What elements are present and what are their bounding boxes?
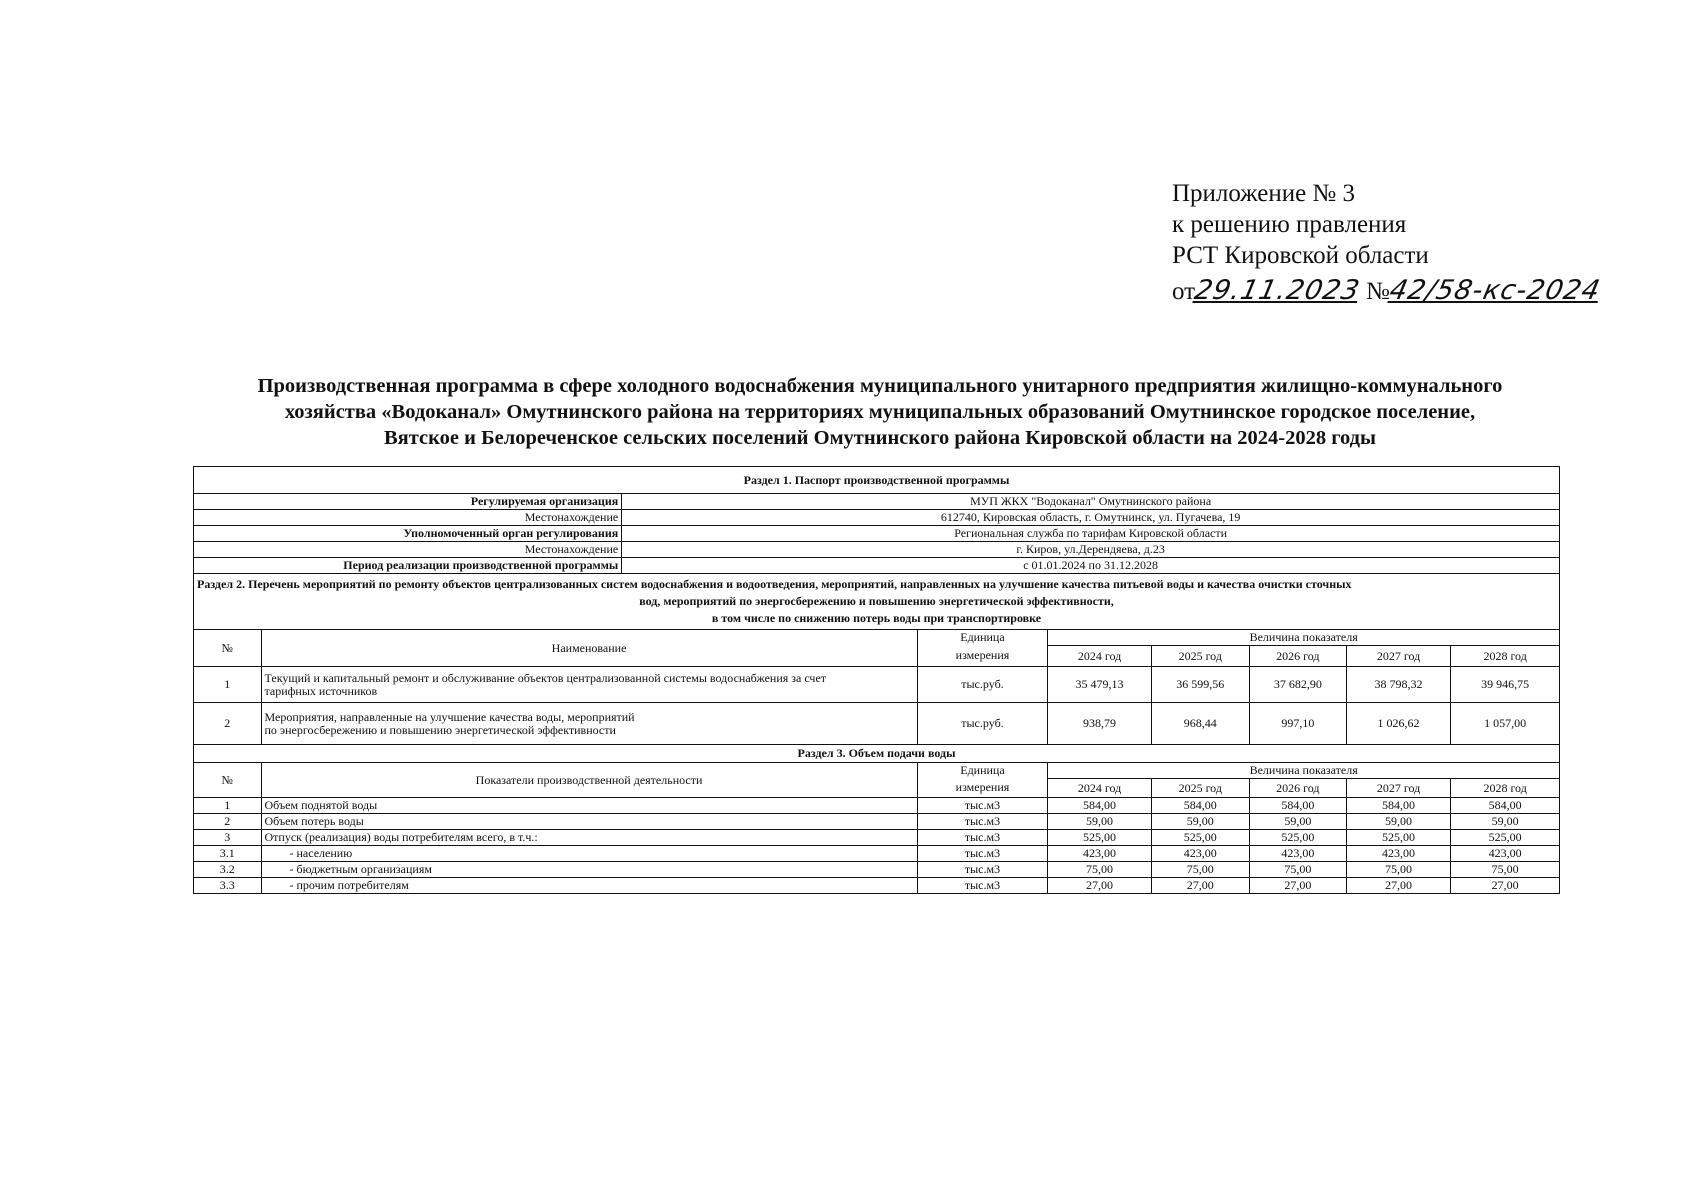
row-unit: тыс.м3 — [917, 798, 1048, 814]
section2-header-line-2: вод, мероприятий по энергосбережению и повышению энергетической эффективности, — [639, 594, 1114, 608]
production-program-table — [193, 466, 1560, 894]
row-value-2026: 525,00 — [1249, 830, 1346, 846]
year-2025: 2025 год — [1151, 779, 1249, 798]
col-name: Показатели производственной деятельности — [261, 763, 917, 798]
col-value: Величина показателя — [1048, 630, 1560, 646]
row-value-2025: 968,44 — [1151, 703, 1249, 745]
row-value-2026: 997,10 — [1249, 703, 1346, 745]
section2-header — [194, 574, 1560, 630]
row-no: 2 — [194, 814, 262, 830]
row-name: Объем поднятой воды — [261, 798, 917, 814]
row-value-2025: 27,00 — [1151, 878, 1249, 894]
passport-label: Местонахождение — [194, 542, 622, 558]
col-unit-1: Единица — [917, 630, 1048, 646]
appendix-decision: к решению правления — [1172, 211, 1407, 238]
section3-header-row — [194, 745, 1560, 763]
row-name: Отпуск (реализация) воды потребителям всего, в т.ч.: — [261, 830, 917, 846]
passport-label: Уполномоченный орган регулирования — [194, 526, 622, 542]
row-value-2027: 1 026,62 — [1346, 703, 1450, 745]
row-value-2024: 59,00 — [1048, 814, 1151, 830]
year-2026: 2026 год — [1249, 646, 1346, 667]
row-value-2025: 75,00 — [1151, 862, 1249, 878]
year-2027: 2027 год — [1346, 646, 1450, 667]
appendix-date-line — [1172, 275, 1604, 307]
row-value-2028: 75,00 — [1451, 862, 1560, 878]
row-value-2025: 423,00 — [1151, 846, 1249, 862]
section3-row — [194, 814, 1560, 830]
col-unit-2: измерения — [917, 779, 1048, 798]
col-value: Величина показателя — [1048, 763, 1560, 779]
row-unit: тыс.руб. — [917, 667, 1048, 703]
row-value-2028: 584,00 — [1451, 798, 1560, 814]
section2-colhead-row — [194, 630, 1560, 646]
section3-row — [194, 846, 1560, 862]
row-unit: тыс.м3 — [917, 846, 1048, 862]
col-no: № — [194, 763, 262, 798]
col-no: № — [194, 630, 262, 667]
passport-row — [194, 510, 1560, 526]
title-line-3: Вятское и Белореченское сельских поселений Омутнинского района Кировской области на 2024-2028 годы — [383, 427, 1377, 449]
section3-header: Раздел 3. Объем подачи воды — [194, 745, 1560, 763]
appendix-authority: РСТ Кировской области — [1172, 242, 1429, 269]
row-value-2025: 59,00 — [1151, 814, 1249, 830]
row-unit: тыс.м3 — [917, 878, 1048, 894]
passport-row — [194, 526, 1560, 542]
row-value-2024: 75,00 — [1048, 862, 1151, 878]
passport-label: Местонахождение — [194, 510, 622, 526]
year-2028: 2028 год — [1451, 779, 1560, 798]
section2-row — [194, 667, 1560, 703]
row-value-2028: 525,00 — [1451, 830, 1560, 846]
passport-row — [194, 494, 1560, 510]
row-value-2028: 59,00 — [1451, 814, 1560, 830]
year-2028: 2028 год — [1451, 646, 1560, 667]
row-value-2027: 423,00 — [1346, 846, 1450, 862]
row-no: 2 — [194, 703, 262, 745]
row-unit: тыс.м3 — [917, 814, 1048, 830]
row-value-2026: 37 682,90 — [1249, 667, 1346, 703]
title-line-2: хозяйства «Водоканал» Омутнинского района на территориях муниципальных образований Омутнинское городское поселение, — [284, 401, 1476, 423]
number-prefix: № — [1365, 278, 1390, 305]
row-value-2026: 423,00 — [1249, 846, 1346, 862]
row-value-2024: 525,00 — [1048, 830, 1151, 846]
row-value-2024: 423,00 — [1048, 846, 1151, 862]
row-no: 1 — [194, 798, 262, 814]
passport-row — [194, 558, 1560, 574]
row-name-line-2: тарифных источников — [264, 683, 378, 698]
row-value-2027: 38 798,32 — [1346, 667, 1450, 703]
section2-row — [194, 703, 1560, 745]
section3-row — [194, 862, 1560, 878]
row-name — [261, 667, 917, 703]
section2-header-row — [194, 574, 1560, 630]
passport-row — [194, 542, 1560, 558]
handwritten-number: 42/58-кс-2024 — [1386, 275, 1604, 306]
col-unit-2: измерения — [917, 646, 1048, 667]
year-2024: 2024 год — [1048, 779, 1151, 798]
row-unit: тыс.м3 — [917, 830, 1048, 846]
passport-value: 612740, Кировская область, г. Омутнинск, ул. Пугачева, 19 — [622, 510, 1560, 526]
row-no: 3.3 — [194, 878, 262, 894]
row-value-2028: 1 057,00 — [1451, 703, 1560, 745]
row-name: - населению — [261, 846, 917, 862]
section1-header-row — [194, 467, 1560, 494]
row-unit: тыс.руб. — [917, 703, 1048, 745]
section1-header: Раздел 1. Паспорт производственной программы — [194, 467, 1560, 494]
col-name: Наименование — [261, 630, 917, 667]
row-no: 3.2 — [194, 862, 262, 878]
row-value-2027: 584,00 — [1346, 798, 1450, 814]
section2-header-line-1: Раздел 2. Перечень мероприятий по ремонту объектов централизованных систем водоснабжения и водоотведения, мероприятий, направленных на улучшение качества питьевой воды и качества очистки сточных — [197, 577, 1352, 591]
section3-row — [194, 830, 1560, 846]
row-value-2027: 27,00 — [1346, 878, 1450, 894]
row-value-2025: 36 599,56 — [1151, 667, 1249, 703]
row-value-2026: 27,00 — [1249, 878, 1346, 894]
passport-value: г. Киров, ул.Дерендяева, д.23 — [622, 542, 1560, 558]
title-line-1: Производственная программа в сфере холодного водоснабжения муниципального унитарного предприятия жилищно-коммунального — [257, 375, 1503, 397]
row-value-2027: 59,00 — [1346, 814, 1450, 830]
row-name: - прочим потребителям — [261, 878, 917, 894]
row-value-2024: 27,00 — [1048, 878, 1151, 894]
row-value-2027: 75,00 — [1346, 862, 1450, 878]
year-2027: 2027 год — [1346, 779, 1450, 798]
passport-label: Период реализации производственной программы — [194, 558, 622, 574]
year-2026: 2026 год — [1249, 779, 1346, 798]
row-value-2027: 525,00 — [1346, 830, 1450, 846]
row-value-2024: 938,79 — [1048, 703, 1151, 745]
row-name-line-1: Текущий и капитальный ремонт и обслуживание объектов централизованной системы водоснабжения за счет — [264, 670, 827, 685]
row-value-2028: 423,00 — [1451, 846, 1560, 862]
passport-value: с 01.01.2024 по 31.12.2028 — [622, 558, 1560, 574]
section3-colhead-row — [194, 763, 1560, 779]
row-value-2026: 584,00 — [1249, 798, 1346, 814]
row-value-2025: 525,00 — [1151, 830, 1249, 846]
row-no: 3 — [194, 830, 262, 846]
row-no: 1 — [194, 667, 262, 703]
row-name: - бюджетным организациям — [261, 862, 917, 878]
row-name: Объем потерь воды — [261, 814, 917, 830]
row-value-2028: 39 946,75 — [1451, 667, 1560, 703]
section2-header-line-3: в том числе по снижению потерь воды при транспортировке — [711, 611, 1042, 625]
year-2024: 2024 год — [1048, 646, 1151, 667]
row-name — [261, 703, 917, 745]
document-title — [190, 373, 1570, 451]
row-value-2026: 59,00 — [1249, 814, 1346, 830]
section3-row — [194, 798, 1560, 814]
passport-value: МУП ЖКХ "Водоканал" Омутнинского района — [622, 494, 1560, 510]
year-2025: 2025 год — [1151, 646, 1249, 667]
row-name-line-1: Мероприятия, направленные на улучшение качества воды, мероприятий — [264, 709, 635, 724]
passport-value: Региональная служба по тарифам Кировской области — [622, 526, 1560, 542]
row-value-2024: 35 479,13 — [1048, 667, 1151, 703]
row-unit: тыс.м3 — [917, 862, 1048, 878]
row-value-2026: 75,00 — [1249, 862, 1346, 878]
row-value-2025: 584,00 — [1151, 798, 1249, 814]
appendix-number: Приложение № 3 — [1172, 180, 1356, 207]
passport-label: Регулируемая организация — [194, 494, 622, 510]
section3-row — [194, 878, 1560, 894]
row-value-2028: 27,00 — [1451, 878, 1560, 894]
date-prefix: от — [1172, 278, 1196, 305]
handwritten-date: 29.11.2023 — [1191, 275, 1363, 306]
col-unit-1: Единица — [917, 763, 1048, 779]
appendix-block — [1172, 178, 1604, 307]
row-value-2024: 584,00 — [1048, 798, 1151, 814]
row-name-line-2: по энергосбережению и повышению энергетической эффективности — [264, 722, 616, 737]
row-no: 3.1 — [194, 846, 262, 862]
